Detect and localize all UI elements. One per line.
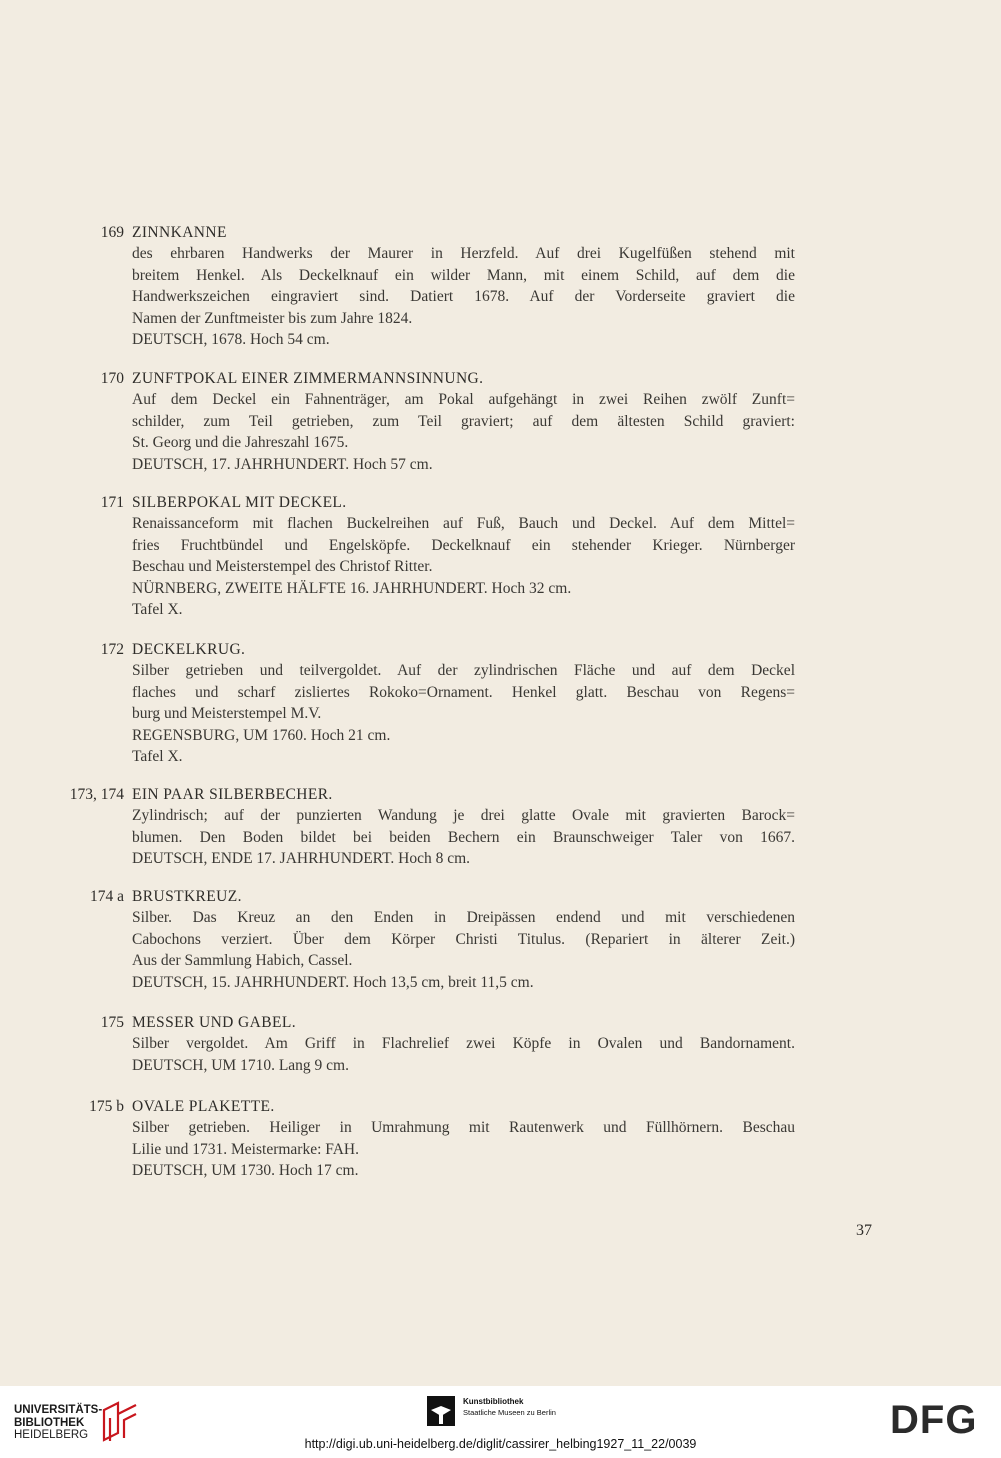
entry-number: 175 <box>100 1014 124 1031</box>
entry-title: BRUSTKREUZ. <box>132 888 242 905</box>
entry-number: 174 a <box>89 888 124 905</box>
entry-line: burg und Meisterstempel M.V. <box>132 705 322 723</box>
entry-line: Beschau und Meisterstempel des Christof Ritter. <box>132 558 433 576</box>
entry-number: 172 <box>100 641 124 658</box>
entry-line: Auf dem Deckel ein Fahnenträger, am Pokal aufgehängt in zwei Reihen zwölf Zunft= <box>132 391 795 409</box>
entry-line: flaches und scharf zisliertes Rokoko=Ornament. Henkel glatt. Beschau von Regens= <box>132 683 795 701</box>
kb-line: Staatliche Museen zu Berlin <box>463 1408 556 1417</box>
entry-line: St. Georg und die Jahreszahl 1675. <box>132 434 349 452</box>
entry-title: OVALE PLAKETTE. <box>132 1098 275 1115</box>
entry-title: EIN PAAR SILBERBECHER. <box>132 786 333 803</box>
entry-line: Silber vergoldet. Am Griff in Flachrelief zwei Köpfe in Ovalen und Bandornament. <box>132 1035 795 1053</box>
entry-line: Silber getrieben und teilvergoldet. Auf der zylindrischen Fläche und auf dem Deckel <box>132 662 795 680</box>
entry-line: Silber. Das Kreuz an den Enden in Dreipässen endend und mit verschiedenen <box>132 909 795 927</box>
ub-line: HEIDELBERG <box>14 1429 89 1441</box>
entry-line: schilder, zum Teil getrieben, zum Teil graviert; auf dem ältesten Schild graviert: <box>132 412 795 430</box>
entry-line: des ehrbaren Handwerks der Maurer in Herzfeld. Auf drei Kugelfüßen stehend mit <box>132 245 795 263</box>
entry-line: REGENSBURG, UM 1760. Hoch 21 cm. <box>132 726 391 744</box>
entry-description <box>132 1117 795 1181</box>
entry-line: DEUTSCH, UM 1710. Lang 9 cm. <box>132 1056 349 1074</box>
entry-title: ZUNFTPOKAL EINER ZIMMERMANNSINNUNG. <box>132 370 484 387</box>
kunstbibliothek-name <box>463 1396 556 1418</box>
entry-line: Silber getrieben. Heiliger in Umrahmung mit Rautenwerk und Füllhörnern. Beschau <box>132 1119 795 1137</box>
entry-number: 169 <box>100 224 124 241</box>
entry-number: 171 <box>100 494 124 511</box>
entry-line: DEUTSCH, 1678. Hoch 54 cm. <box>132 331 330 349</box>
entry-line: blumen. Den Boden bildet bei beiden Bechern ein Braunschweiger Taler von 1667. <box>132 828 795 846</box>
entry-number: 175 b <box>89 1098 124 1115</box>
entry-line: Renaissanceform mit flachen Buckelreihen auf Fuß, Bauch und Deckel. Auf dem Mittel= <box>132 515 795 533</box>
entry-line: DEUTSCH, 17. JAHRHUNDERT. Hoch 57 cm. <box>132 455 433 473</box>
entry-line: Handwerkszeichen eingraviert sind. Datiert 1678. Auf der Vorderseite graviert die <box>132 288 795 306</box>
university-library-name <box>14 1404 102 1442</box>
entry-description <box>132 805 795 869</box>
ub-line: BIBLIOTHEK <box>14 1416 85 1429</box>
entry-description <box>132 660 795 767</box>
entry-description <box>132 389 795 475</box>
entry-line: Tafel X. <box>132 748 183 766</box>
ub-line: UNIVERSITÄTS- <box>14 1404 103 1416</box>
entry-line: DEUTSCH, 15. JAHRHUNDERT. Hoch 13,5 cm, breit 11,5 cm. <box>132 973 534 991</box>
kunstbibliothek-mark-icon <box>427 1396 455 1426</box>
entry-line: breitem Henkel. Als Deckelknauf ein wilder Mann, mit einem Schild, auf dem die <box>132 266 795 284</box>
entry-line: DEUTSCH, ENDE 17. JAHRHUNDERT. Hoch 8 cm. <box>132 850 471 868</box>
entry-line: fries Fruchtbündel und Engelsköpfe. Deckelknauf ein stehender Krieger. Nürnberger <box>132 536 795 554</box>
page-number: 37 <box>856 1222 872 1239</box>
entry-description <box>132 243 795 350</box>
permalink-url[interactable]: http://digi.ub.uni-heidelberg.de/diglit/cassirer_helbing1927_11_22/0039 <box>304 1437 697 1451</box>
entry-line: Tafel X. <box>132 601 183 619</box>
entry-line: Zylindrisch; auf der punzierten Wandung je drei glatte Ovale mit gravierten Barock= <box>132 807 795 825</box>
entry-line: Namen der Zunftmeister bis zum Jahre 1824. <box>132 309 413 327</box>
kb-line: Kunstbibliothek <box>463 1397 524 1406</box>
entry-title: ZINNKANNE <box>132 224 227 241</box>
entry-line: Cabochons verziert. Über dem Körper Christi Titulus. (Repariert in älterer Zeit.) <box>132 930 795 948</box>
entry-title: SILBERPOKAL MIT DECKEL. <box>132 494 347 511</box>
entry-line: Lilie und 1731. Meistermarke: FAH. <box>132 1140 360 1158</box>
entry-title: DECKELKRUG. <box>132 641 246 658</box>
entry-line: Aus der Sammlung Habich, Cassel. <box>132 952 353 970</box>
entry-description <box>132 907 795 993</box>
entry-number: 173, 174 <box>69 786 124 803</box>
entry-line: DEUTSCH, UM 1730. Hoch 17 cm. <box>132 1162 359 1180</box>
entry-title: MESSER UND GABEL. <box>132 1014 296 1031</box>
digitization-footer <box>0 1386 1001 1458</box>
entry-description <box>132 1033 795 1076</box>
entry-line: NÜRNBERG, ZWEITE HÄLFTE 16. JAHRHUNDERT. Hoch 32 cm. <box>132 579 572 597</box>
entry-description <box>132 513 795 620</box>
entry-number: 170 <box>100 370 124 387</box>
dfg-logo[interactable]: DFG <box>890 1398 978 1442</box>
